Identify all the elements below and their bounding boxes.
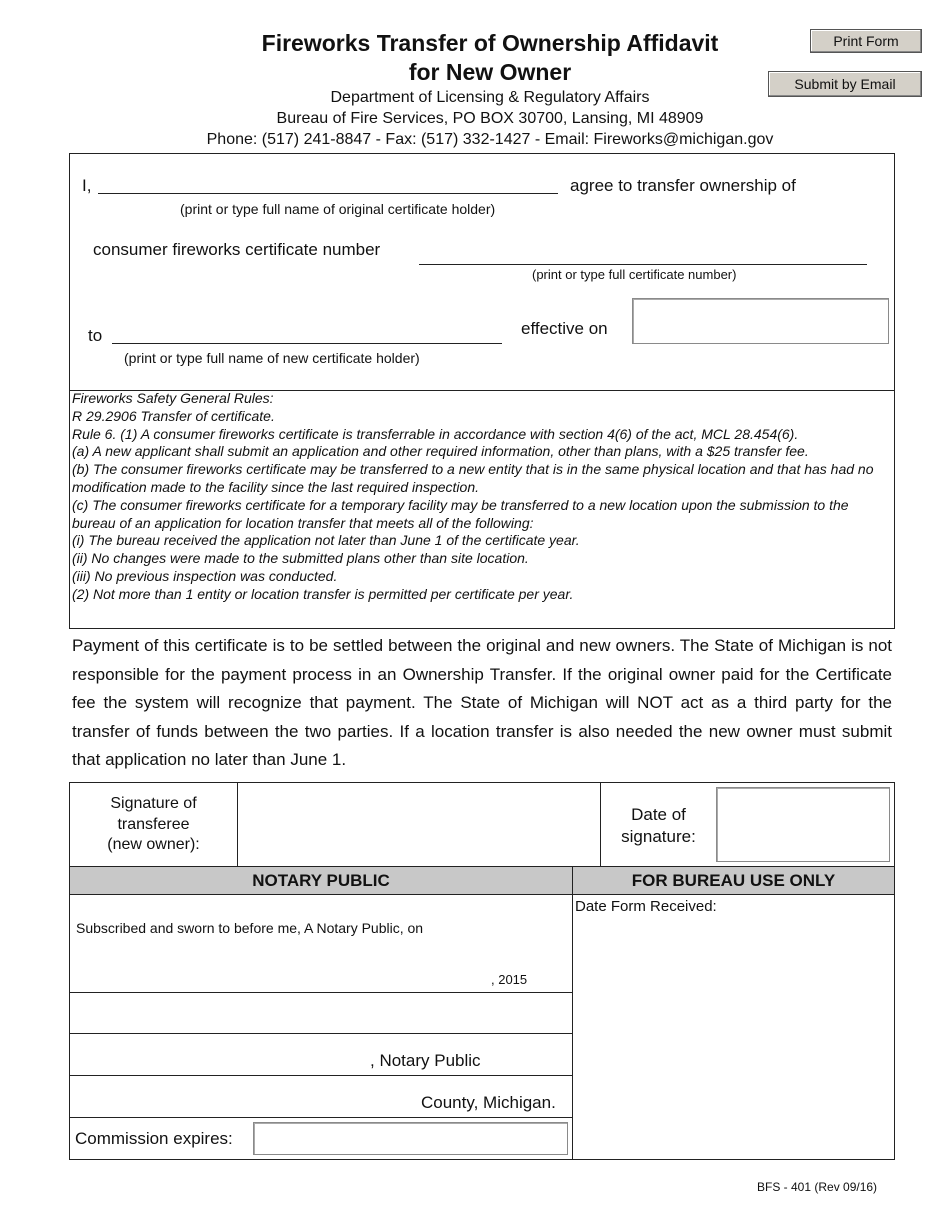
date-label-line: signature:: [621, 827, 696, 846]
rules-line: (a) A new applicant shall submit an application and other required information, other than plans, with a $25 transfer fee.: [72, 443, 809, 460]
payment-paragraph: Payment of this certificate is to be settled between the original and new owners. The State of Michigan is not responsible for the payment process in an Ownership Transfer. If the original owner paid for the Certificate fee the system will recognize that payment. The State of Michigan will NOT act as a third party for the transfer of funds between the two parties. If a location transfer is also needed the new owner must submit that application no later than June 1.: [72, 636, 892, 770]
new-holder-name-field[interactable]: [112, 343, 502, 344]
contact-info: Phone: (517) 241-8847 - Fax: (517) 332-1427 - Email: Fireworks@michigan.gov: [206, 131, 774, 148]
agree-label: agree to transfer ownership of: [570, 176, 796, 195]
certificate-number-hint: (print or type full certificate number): [532, 267, 737, 282]
column-divider: [572, 866, 573, 1160]
signature-field[interactable]: [238, 783, 600, 865]
row-divider: [69, 1075, 572, 1076]
bureau-address: Bureau of Fire Services, PO BOX 30700, Lansing, MI 48909: [276, 110, 704, 127]
commission-expires-input[interactable]: [253, 1122, 568, 1155]
print-form-button[interactable]: Print Form: [810, 29, 922, 53]
original-holder-hint: (print or type full name of original certificate holder): [180, 201, 496, 217]
page-title: Fireworks Transfer of Ownership Affidavit: [261, 30, 719, 56]
form-id: BFS - 401 (Rev 09/16): [757, 1180, 878, 1194]
rules-line: Fireworks Safety General Rules:: [72, 390, 274, 406]
notary-public-label: , Notary Public: [370, 1051, 481, 1070]
rules-line: (c) The consumer fireworks certificate for a temporary facility may be transferred to a new location upon the submission to the bureau of an application for location transfer that meets all of the following:: [72, 496, 849, 531]
department-name: Department of Licensing & Regulatory Affairs: [330, 89, 650, 106]
rules-line: (iii) No previous inspection was conducted.: [72, 567, 338, 584]
signature-label-line: transferee: [117, 815, 190, 833]
commission-expires-label: Commission expires:: [75, 1129, 233, 1148]
row-divider: [69, 894, 895, 895]
notary-public-header: NOTARY PUBLIC: [70, 867, 572, 894]
sworn-year: , 2015: [491, 972, 528, 987]
date-of-signature-label: [601, 804, 716, 848]
rules-line: (b) The consumer fireworks certificate may be transferred to a new entity that is in the same physical location and that has had no modification made to the facility since the last required inspection.: [72, 461, 874, 495]
certificate-number-field[interactable]: [419, 264, 867, 265]
original-holder-name-field[interactable]: [98, 193, 558, 194]
county-label: County, Michigan.: [421, 1093, 556, 1112]
sworn-statement: Subscribed and sworn to before me, A Notary Public, on: [76, 920, 424, 936]
rules-line: (i) The bureau received the application not later than June 1 of the certificate year.: [72, 532, 580, 549]
signature-date-input[interactable]: [716, 787, 890, 862]
certificate-number-label: consumer fireworks certificate number: [93, 240, 381, 259]
date-label-line: Date of: [631, 805, 686, 824]
effective-on-label: effective on: [521, 319, 608, 338]
bureau-use-header: FOR BUREAU USE ONLY: [573, 867, 894, 894]
new-holder-hint: (print or type full name of new certificate holder): [124, 350, 420, 366]
to-label: to: [88, 326, 103, 345]
rules-line: (ii) No changes were made to the submitted plans other than site location.: [72, 550, 529, 567]
signature-label-line: Signature of: [110, 795, 197, 812]
page-title-line2: for New Owner: [408, 59, 572, 85]
row-divider: [69, 1117, 572, 1118]
notary-signature-field[interactable]: [70, 993, 572, 1033]
i-label: I,: [82, 176, 92, 195]
fireworks-rules-text: [72, 390, 894, 604]
date-form-received-label: Date Form Received:: [575, 898, 717, 915]
rules-line: Rule 6. (1) A consumer fireworks certificate is transferrable in accordance with section 4(6) of the act, MCL 28.454(6).: [72, 425, 799, 442]
rules-line: (2) Not more than 1 entity or location transfer is permitted per certificate per year.: [72, 585, 574, 602]
submit-by-email-button[interactable]: Submit by Email: [768, 71, 922, 97]
rules-line: R 29.2906 Transfer of certificate.: [72, 407, 275, 424]
effective-date-input[interactable]: [632, 298, 889, 344]
signature-label: [70, 794, 237, 856]
row-divider: [69, 1033, 572, 1034]
signature-label-line: (new owner):: [107, 836, 200, 853]
